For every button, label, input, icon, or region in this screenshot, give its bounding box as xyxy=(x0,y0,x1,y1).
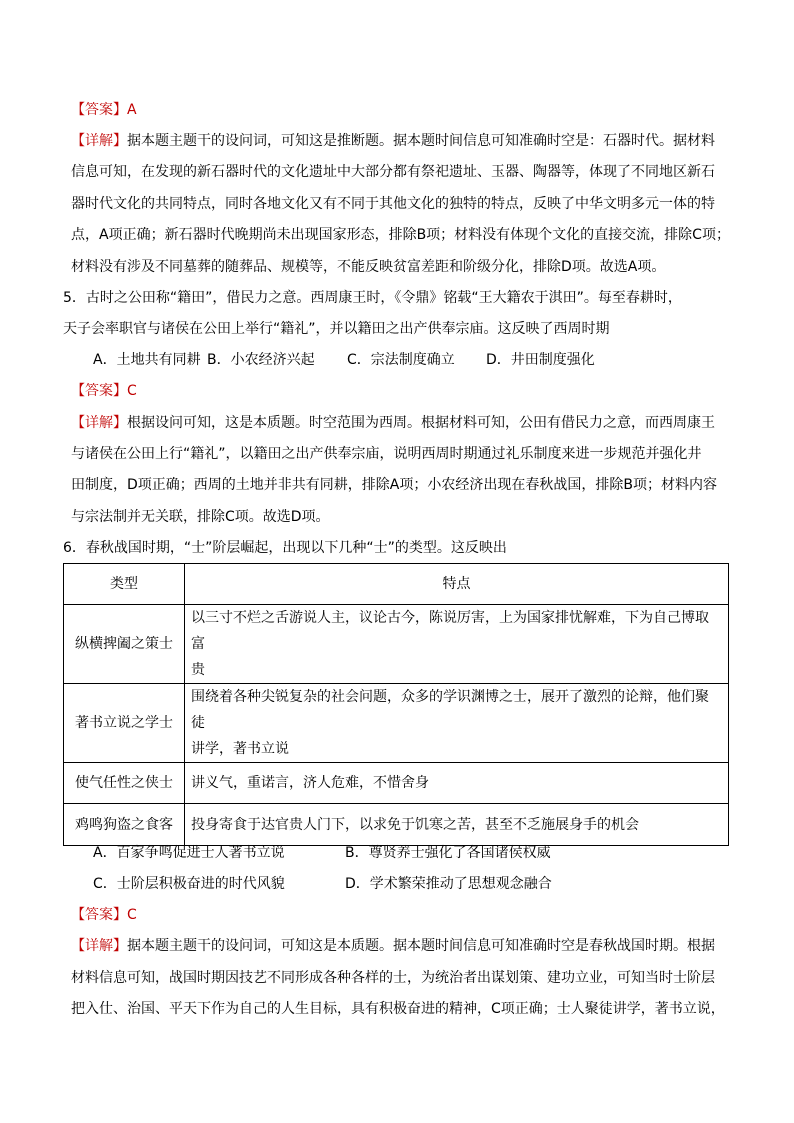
detail-tag: 【详解】 xyxy=(71,133,127,149)
table-row xyxy=(64,763,729,804)
q5-detail-line xyxy=(71,413,715,433)
answer-value: C xyxy=(127,907,137,923)
q5-detail-line: 田制度，D项正确；西周的土地并非共有同耕，排除A项；小农经济出现在春秋战国，排除B项；材料内容 xyxy=(71,477,717,493)
q5-option-c: C．宗法制度确立 xyxy=(347,352,455,368)
q6-detail-line xyxy=(71,936,715,956)
table-cell-type: 纵横捭阖之策士 xyxy=(64,605,185,684)
answer-value: C xyxy=(127,383,137,399)
q5-option-a: A．土地共有同耕 xyxy=(93,352,201,368)
q5-detail-line: 与诸侯在公田上行“籍礼”，以籍田之出产供奉宗庙，说明西周时期通过礼乐制度来进一步规范并强化井 xyxy=(71,446,702,462)
soldier-types-table xyxy=(63,563,729,846)
table-cell-type: 鸡鸣狗盗之食客 xyxy=(64,804,185,846)
q6-option-a: A．百家争鸣促进士人著书立说 xyxy=(93,845,285,861)
q5-stem-line: 5．古时之公田称“籍田”，借民力之意。西周康王时，《令鼎》铭载“王大籍农于淇田”。每至春耕时， xyxy=(63,290,682,306)
q4-detail-line: 材料没有涉及不同墓葬的随葬品、规模等，不能反映贫富差距和阶级分化，排除D项。故选A项。 xyxy=(71,259,666,275)
table-row xyxy=(64,684,729,763)
q6-option-b: B．尊贤养士强化了各国诸侯权威 xyxy=(345,845,551,861)
q5-answer-line xyxy=(71,381,137,401)
q6-detail-line: 把入仕、治国、平天下作为自己的人生目标，具有积极奋进的精神，C项正确；士人聚徒讲学，著书立说， xyxy=(71,1001,725,1017)
q5-option-b: B．小农经济兴起 xyxy=(207,352,315,368)
q4-detail-line xyxy=(71,131,715,151)
detail-text: 据本题主题干的设问词，可知这是推断题。据本题时间信息可知准确时空是：石器时代。据材料 xyxy=(127,133,715,149)
detail-text: 据本题主题干的设问词，可知这是本质题。据本题时间信息可知准确时空是春秋战国时期。根据 xyxy=(127,938,715,954)
table-header-type: 类型 xyxy=(64,564,185,605)
table-header-features: 特点 xyxy=(185,564,729,605)
detail-tag: 【详解】 xyxy=(71,938,127,954)
q6-detail-line: 材料信息可知，战国时期因技艺不同形成各种各样的士，为统治者出谋划策、建功立业，可知当时士阶层 xyxy=(71,970,715,986)
q6-answer-line xyxy=(71,905,137,925)
q6-option-d: D．学术繁荣推动了思想观念融合 xyxy=(345,876,552,892)
q6-stem: 6．春秋战国时期，“士”阶层崛起，出现以下几种“士”的类型。这反映出 xyxy=(63,540,507,556)
q5-stem-line: 天子会率职官与诸侯在公田上举行“籍礼”，并以籍田之出产供奉宗庙。这反映了西周时期 xyxy=(63,321,610,337)
table-row xyxy=(64,605,729,684)
q4-answer-line xyxy=(71,100,137,120)
table-cell-features: 投身寄食于达官贵人门下，以求免于饥寒之苦，甚至不乏施展身手的机会 xyxy=(185,804,729,846)
q4-detail-line: 信息可知，在发现的新石器时代的文化遗址中大部分都有祭祀遗址、玉器、陶器等，体现了不同地区新石 xyxy=(71,164,715,180)
answer-tag: 【答案】 xyxy=(71,907,127,923)
detail-text: 根据设问可知，这是本质题。时空范围为西周。根据材料可知，公田有借民力之意，而西周康王 xyxy=(127,415,715,431)
answer-value: A xyxy=(127,102,137,118)
table-cell-type: 著书立说之学士 xyxy=(64,684,185,763)
table-row xyxy=(64,804,729,846)
answer-tag: 【答案】 xyxy=(71,383,127,399)
q6-option-c: C．士阶层积极奋进的时代风貌 xyxy=(93,876,285,892)
table-cell-type: 使气任性之侠士 xyxy=(64,763,185,804)
detail-tag: 【详解】 xyxy=(71,415,127,431)
answer-tag: 【答案】 xyxy=(71,102,127,118)
q4-detail-line: 点，A项正确；新石器时代晚期尚未出现国家形态，排除B项；材料没有体现个文化的直接交流，排除C项； xyxy=(71,227,730,243)
q5-detail-line: 与宗法制并无关联，排除C项。故选D项。 xyxy=(71,509,330,525)
q4-detail-line: 器时代文化的共同特点，同时各地文化又有不同于其他文化的独特的特点，反映了中华文明多元一体的特 xyxy=(71,196,715,212)
table-cell-features: 讲义气，重诺言，济人危难，不惜舍身 xyxy=(185,763,729,804)
table-cell-features: 以三寸不烂之舌游说人主，议论古今，陈说厉害，上为国家排忧解难，下为自己博取富 贵 xyxy=(185,605,729,684)
table-cell-features: 围绕着各种尖锐复杂的社会问题，众多的学识渊博之士，展开了激烈的论辩，他们聚徒 讲学，著书立说 xyxy=(185,684,729,763)
table-header-row xyxy=(64,564,729,605)
q5-option-d: D．井田制度强化 xyxy=(486,352,595,368)
